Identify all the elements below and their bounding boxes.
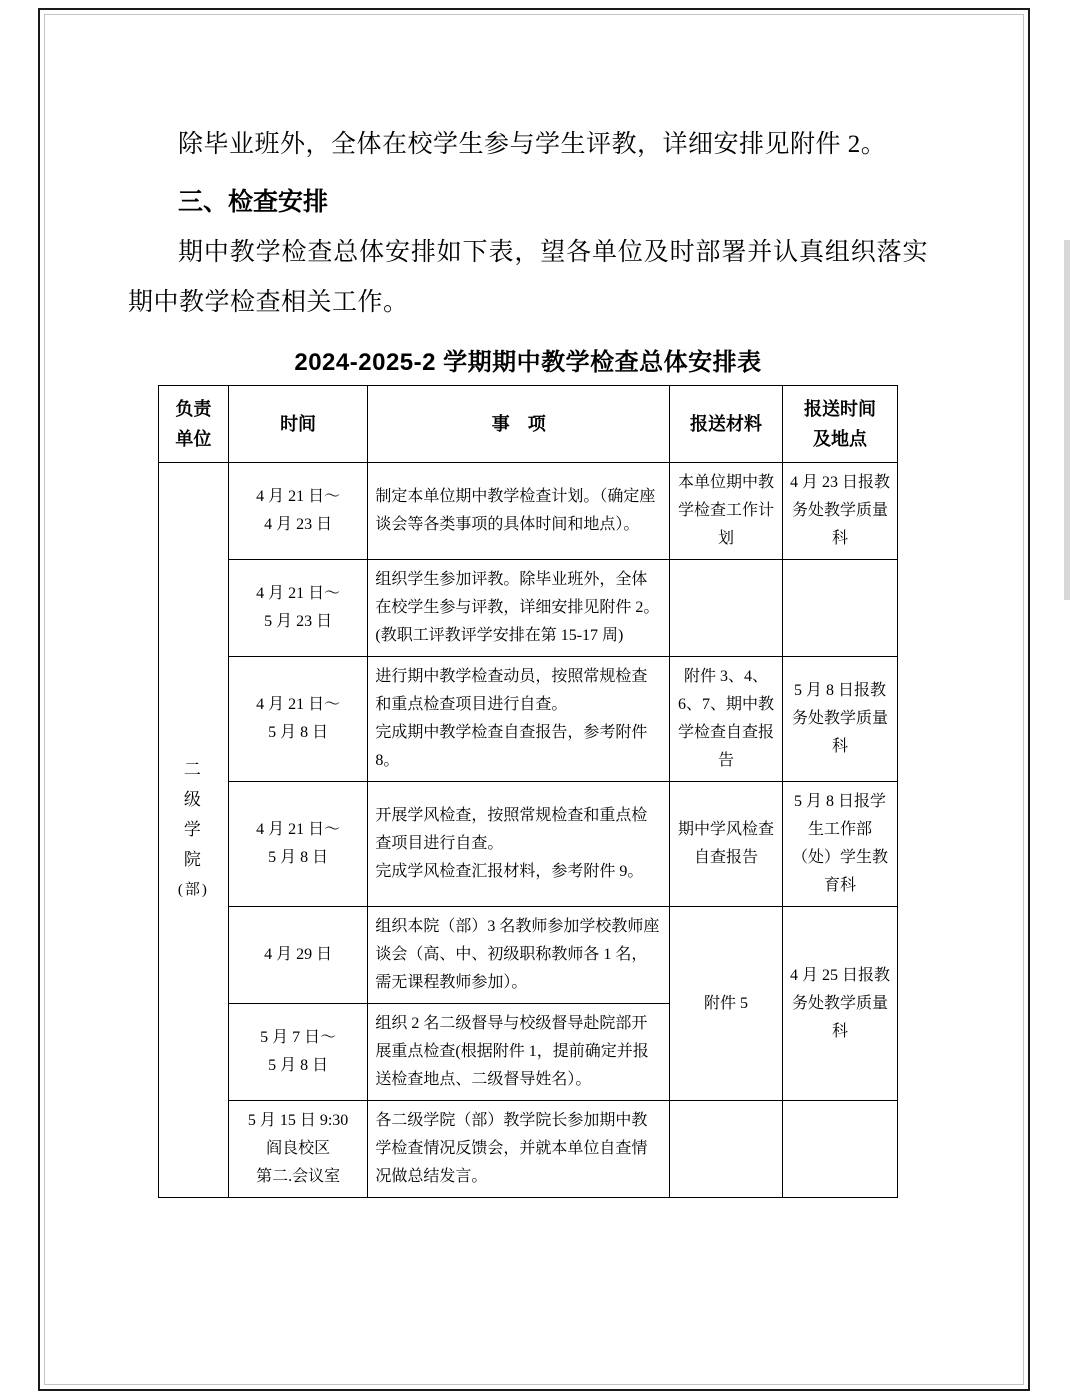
time-line-1: 5 月 15 日 9:30 [247, 1112, 349, 1129]
cell-item: 组织学生参加评教。除毕业班外，全体在校学生参与评教，详细安排见附件 2。(教职工评教评学安排在第 15-17 周) [368, 560, 670, 657]
cell-item [368, 657, 670, 782]
time-line-2: 5 月 8 日 [268, 1057, 329, 1074]
cell-place: 4 月 25 日报教务处教学质量科 [783, 907, 898, 1101]
table-row [159, 560, 898, 657]
table-row [159, 657, 898, 782]
cell-time [228, 1101, 368, 1198]
time-line-1: 4 月 21 日～ [256, 585, 341, 602]
cell-time [228, 907, 368, 1004]
cell-item [368, 782, 670, 907]
column-header-material: 报送材料 [670, 386, 783, 463]
unit-suffix: (部) [177, 882, 209, 898]
cell-place: 5 月 8 日报学生工作部（处）学生教育科 [783, 782, 898, 907]
cell-item: 组织 2 名二级督导与校级督导赴院部开展重点检查(根据附件 1，提前确定并报送检查地点、二级督导姓名）。 [368, 1004, 670, 1101]
cell-item: 组织本院（部）3 名教师参加学校教师座谈会（高、中、初级职称教师各 1 名，需无课程教师参加）。 [368, 907, 670, 1004]
time-line-3: 第二.会议室 [256, 1168, 341, 1185]
table-row [159, 782, 898, 907]
cell-material: 期中学风检查自查报告 [670, 782, 783, 907]
column-header-place [783, 386, 898, 463]
cell-material [670, 560, 783, 657]
unit-char-1: 二 [183, 760, 203, 779]
cell-material: 附件 5 [670, 907, 783, 1101]
cell-material: 本单位期中教学检查工作计划 [670, 463, 783, 560]
unit-char-3: 学 [183, 820, 203, 839]
item-line-1: 进行期中教学检查动员，按照常规检查和重点检查项目进行自查。 [375, 668, 648, 713]
unit-char-4: 院 [183, 850, 203, 869]
item-line-1: 开展学风检查，按照常规检查和重点检查项目进行自查。 [375, 807, 648, 852]
cell-place: 5 月 8 日报教务处教学质量科 [783, 657, 898, 782]
cell-place [783, 1101, 898, 1198]
time-line-2: 5 月 8 日 [268, 849, 329, 866]
time-line-2: 阎良校区 [266, 1140, 331, 1157]
time-line-1: 4 月 21 日～ [256, 488, 341, 505]
table-title: 2024-2025-2 学期期中教学检查总体安排表 [294, 349, 762, 376]
column-header-place-line2: 及地点 [813, 429, 867, 449]
cell-time [228, 463, 368, 560]
section-heading-inspection-arrangement: 三、检查安排 [178, 188, 329, 216]
cell-place [783, 560, 898, 657]
cell-material [670, 1101, 783, 1198]
cell-time [228, 782, 368, 907]
document-content [128, 120, 928, 1198]
cell-item: 各二级学院（部）教学院长参加期中教学检查情况反馈会，并就本单位自查情况做总结发言。 [368, 1101, 670, 1198]
cell-time [228, 560, 368, 657]
time-line-1: 5 月 7 日～ [260, 1029, 337, 1046]
table-row [159, 907, 898, 1004]
time-line-1: 4 月 21 日～ [256, 821, 341, 838]
cell-time [228, 657, 368, 782]
paragraph-overall-arrangement: 期中教学检查总体安排如下表，望各单位及时部署并认真组织落实期中教学检查相关工作。 [128, 239, 928, 316]
cell-place: 4 月 23 日报教务处教学质量科 [783, 463, 898, 560]
table-header-row [159, 386, 898, 463]
cell-item: 制定本单位期中教学检查计划。（确定座谈会等各类事项的具体时间和地点）。 [368, 463, 670, 560]
unit-char-2: 级 [183, 790, 203, 809]
item-line-2: 完成期中教学检查自查报告，参考附件 8。 [375, 724, 648, 769]
time-line-1: 4 月 29 日 [264, 946, 333, 963]
column-header-place-line1: 报送时间 [804, 399, 876, 419]
time-line-2: 4 月 23 日 [264, 516, 333, 533]
column-header-unit-line1: 负责 [175, 399, 212, 419]
scan-edge-shadow [1064, 240, 1070, 600]
column-header-time: 时间 [228, 386, 368, 463]
paragraph-evaluation-note: 除毕业班外，全体在校学生参与学生评教，详细安排见附件 2。 [178, 131, 887, 158]
column-header-unit-line2: 单位 [175, 429, 212, 449]
schedule-table [158, 385, 898, 1198]
column-header-unit [159, 386, 229, 463]
cell-time [228, 1004, 368, 1101]
cell-material: 附件 3、4、6、7、期中教学检查自查报告 [670, 657, 783, 782]
time-line-2: 5 月 23 日 [264, 613, 333, 630]
time-line-2: 5 月 8 日 [268, 724, 329, 741]
time-line-1: 4 月 21 日～ [256, 696, 341, 713]
item-line-2: 完成学风检查汇报材料，参考附件 9。 [375, 863, 644, 880]
column-header-item: 事 项 [368, 386, 670, 463]
table-row [159, 463, 898, 560]
responsible-unit-text [178, 755, 209, 905]
cell-responsible-unit [159, 463, 229, 1198]
table-row [159, 1101, 898, 1198]
